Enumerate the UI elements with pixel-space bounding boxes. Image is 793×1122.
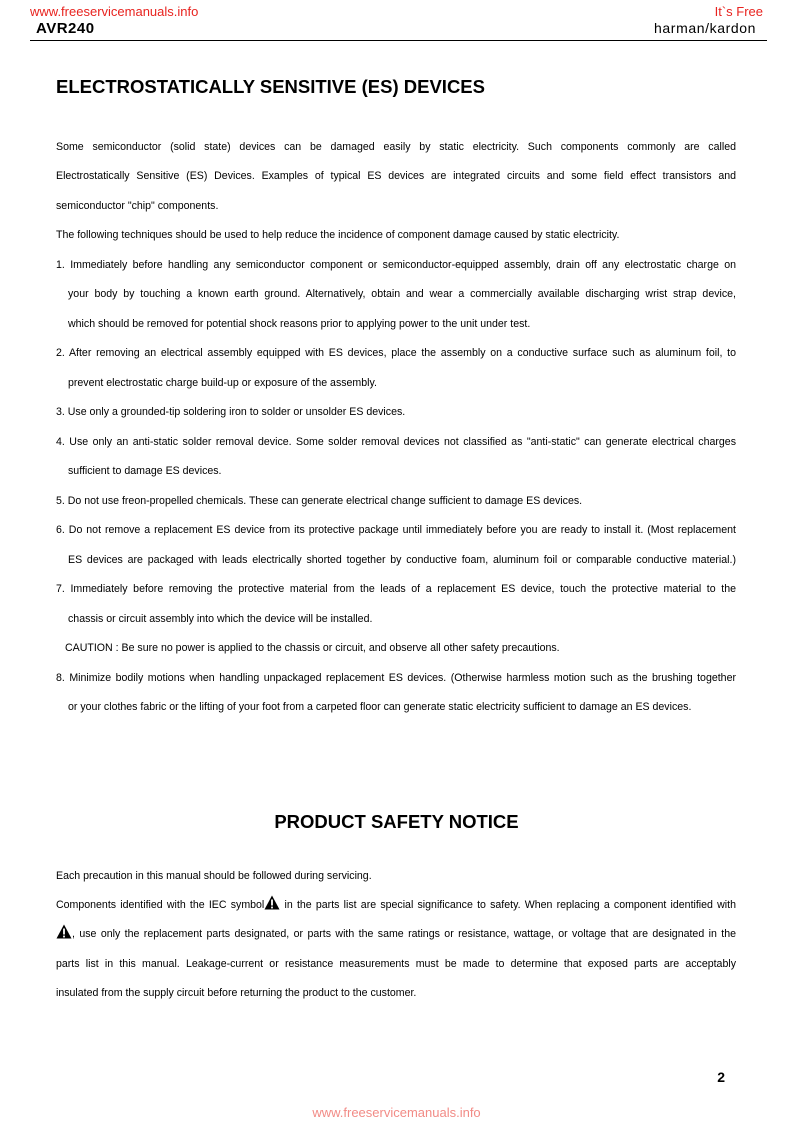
watermark-free-text: It`s Free: [714, 4, 763, 19]
watermark-link-top[interactable]: www.freeservicemanuals.info: [30, 4, 199, 19]
safety-line-2: [56, 891, 736, 921]
item-6-cont-1: ES devices are packaged with leads electrically shorted together by conductive foam, aluminum foil or comparable conductive material.): [68, 554, 736, 566]
safety-line-2-post: in the parts list are special significance to safety. When replacing a component identified with: [280, 899, 736, 911]
warning-triangle-icon: [56, 924, 72, 939]
item-2-cont-1: prevent electrostatic charge build-up or exposure of the assembly.: [68, 377, 377, 389]
safety-line-2-pre: Components identified with the IEC symbol: [56, 899, 265, 911]
page-number: 2: [717, 1069, 725, 1085]
item-4-cont-1: sufficient to damage ES devices.: [68, 465, 222, 477]
es-intro-line-1: Some semiconductor (solid state) devices can be damaged easily by static electricity. Such components commonly are called: [56, 141, 736, 153]
item-4: 4. Use only an anti-static solder removal device. Some solder removal devices not classified as "anti-static" can generate electrical charges: [56, 436, 736, 448]
item-3: 3. Use only a grounded-tip soldering iron to solder or unsolder ES devices.: [56, 406, 406, 418]
watermark-link-bottom[interactable]: www.freeservicemanuals.info: [312, 1105, 481, 1120]
brand-name: harman/kardon: [654, 20, 756, 36]
safety-line-3: [56, 920, 736, 950]
es-intro-line-2: Electrostatically Sensitive (ES) Devices. Examples of typical ES devices are integrated circuits and some field effect transistors and: [56, 170, 736, 182]
item-2: 2. After removing an electrical assembly equipped with ES devices, place the assembly on a conductive surface such as aluminum foil, to: [56, 347, 736, 359]
safety-line-4: parts list in this manual. Leakage-current or resistance measurements must be made to determine that exposed parts are acceptably: [56, 958, 736, 970]
item-8-cont-1: or your clothes fabric or the lifting of your foot from a carpeted floor can generate static electricity sufficient to damage an ES devices.: [68, 701, 692, 713]
caution-text: Be sure no power is applied to the chassis or circuit, and observe all other safety precautions.: [118, 642, 560, 654]
warning-triangle-icon: [264, 895, 280, 910]
model-name: AVR240: [36, 20, 95, 37]
caution-note: [65, 634, 560, 664]
techniques-intro: The following techniques should be used to help reduce the incidence of component damage caused by static electricity.: [56, 229, 620, 241]
item-7-cont-1: chassis or circuit assembly into which the device will be installed.: [68, 613, 373, 625]
es-intro-line-3: semiconductor "chip" components.: [56, 200, 219, 212]
item-6: 6. Do not remove a replacement ES device from its protective package until immediately before you are ready to install it. (Most replacement: [56, 524, 736, 536]
safety-section-title: PRODUCT SAFETY NOTICE: [274, 811, 519, 832]
item-8: 8. Minimize bodily motions when handling unpackaged replacement ES devices. (Otherwise harmless motion such as the brushing together: [56, 672, 736, 684]
safety-line-1: Each precaution in this manual should be followed during servicing.: [56, 870, 372, 882]
item-7: 7. Immediately before removing the protective material from the leads of a replacement ES device, touch the protective material to the: [56, 583, 736, 595]
safety-line-5: insulated from the supply circuit before returning the product to the customer.: [56, 987, 417, 999]
item-1-cont-1: your body by touching a known earth ground. Alternatively, obtain and wear a commercially available discharging wrist strap device,: [68, 288, 736, 300]
caution-label: CAUTION :: [65, 642, 119, 654]
item-1-cont-2: which should be removed for potential shock reasons prior to applying power to the unit under test.: [68, 318, 531, 330]
header-divider: [30, 40, 767, 41]
safety-line-3-text: , use only the replacement parts designated, or parts with the same ratings or resistance, wattage, or voltage that are designated in the: [72, 928, 736, 940]
es-section-title: ELECTROSTATICALLY SENSITIVE (ES) DEVICES: [56, 76, 485, 97]
item-1: 1. Immediately before handling any semiconductor component or semiconductor-equipped assembly, drain off any electrostatic charge on: [56, 259, 736, 271]
item-5: 5. Do not use freon-propelled chemicals. These can generate electrical change sufficient to damage ES devices.: [56, 495, 583, 507]
